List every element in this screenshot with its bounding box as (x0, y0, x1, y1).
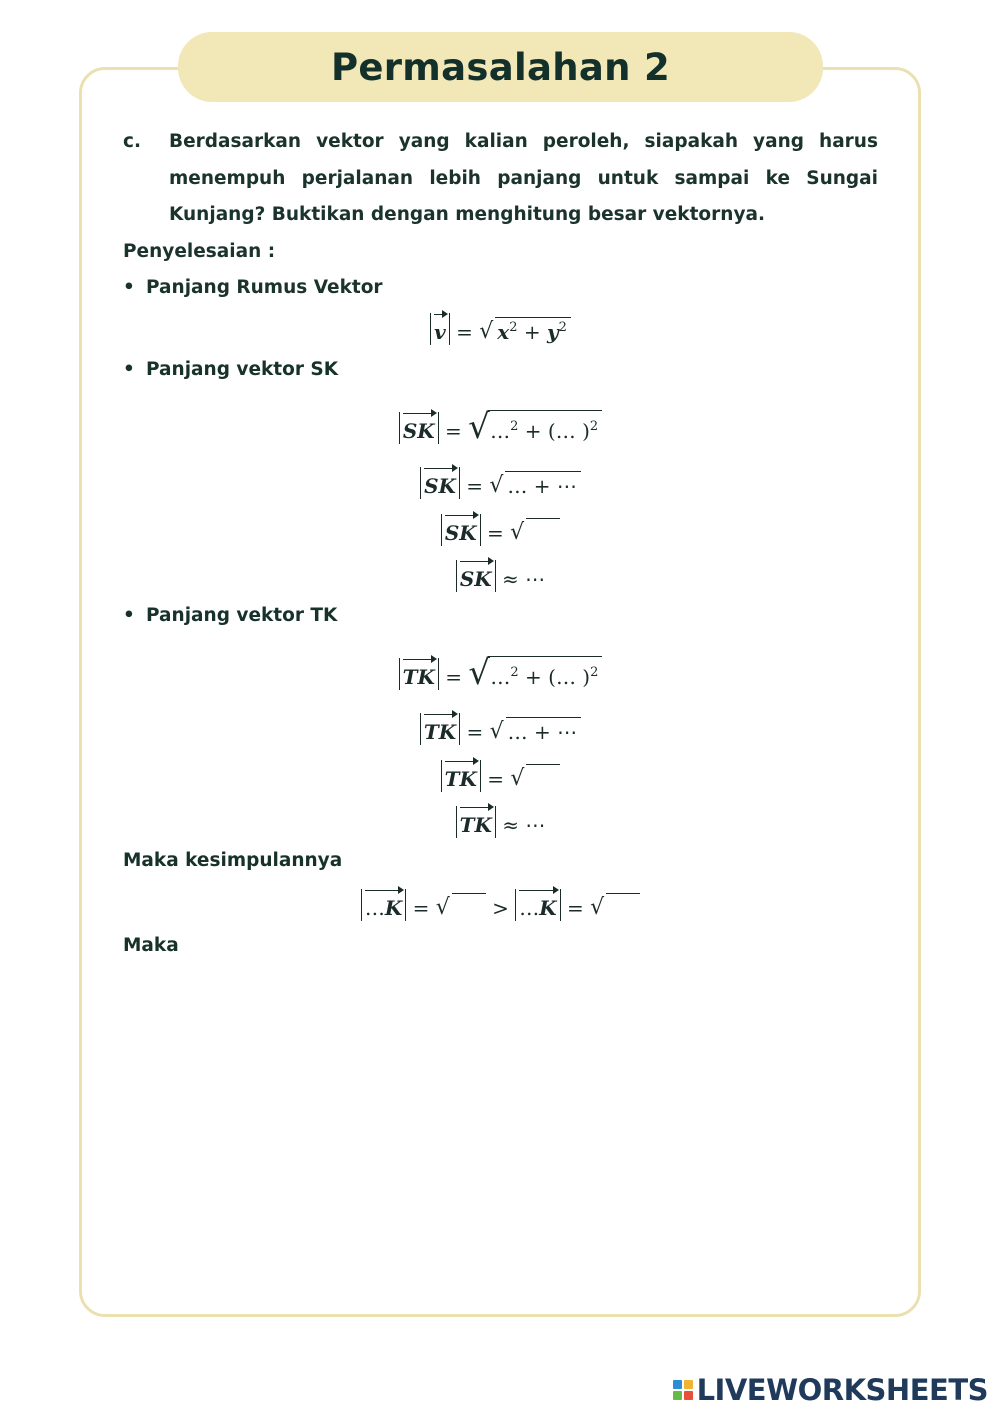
title-banner (178, 32, 823, 102)
bullet-icon: • (123, 276, 135, 298)
section-heading: Panjang vektor TK (146, 605, 338, 626)
tk-line-2: TK = √ … + ⋯ (123, 713, 878, 745)
section-formula-heading (123, 270, 878, 306)
tk-line-4: TK ≈ ⋯ (123, 806, 878, 838)
sk-line-1: SK = √ …$^2$ + (… )$^2$ (123, 410, 878, 444)
liveworksheets-logo (673, 1373, 988, 1407)
question-text: Berdasarkan vektor yang kalian peroleh, siapakah yang harus menempuh perjalanan lebih panjang untuk sampai ke Sungai Kunjang? Buktikan dengan menghitung besar vektornya. (169, 131, 878, 225)
conclusion-label: Maka kesimpulannya (123, 850, 343, 871)
logo-text: LIVEWORKSHEETS (696, 1373, 988, 1407)
bullet-icon: • (123, 605, 135, 626)
question-letter: c. (123, 131, 141, 152)
formula-general (123, 313, 878, 345)
conclusion-formula: …K = √ > …K = √ (123, 889, 878, 921)
vector-v: v (434, 313, 446, 345)
section-sk-heading (123, 352, 338, 388)
sk-line-2: SK = √ … + ⋯ (123, 467, 878, 499)
sk-line-4: SK ≈ ⋯ (123, 560, 878, 592)
section-heading: Panjang vektor SK (146, 359, 339, 380)
sk-line-3: SK = √ (123, 514, 878, 546)
logo-squares-icon (673, 1380, 693, 1400)
question-row (123, 124, 878, 234)
sqrt-sign: √ $x^2 + y^2$ (479, 317, 571, 344)
solution-label: Penyelesaian : (123, 240, 276, 262)
tk-line-3: TK = √ (123, 760, 878, 792)
abs-bars (430, 313, 450, 345)
page-title: Permasalahan 2 (330, 45, 671, 89)
bullet-icon: • (123, 359, 135, 380)
worksheet-content (123, 124, 878, 306)
section-heading: Panjang Rumus Vektor (146, 276, 383, 298)
section-tk-heading (123, 598, 337, 634)
equals-sign: = (456, 320, 473, 344)
final-label: Maka (123, 935, 179, 956)
tk-line-1: TK = √ …$^2$ + (… )$^2$ (123, 656, 878, 690)
